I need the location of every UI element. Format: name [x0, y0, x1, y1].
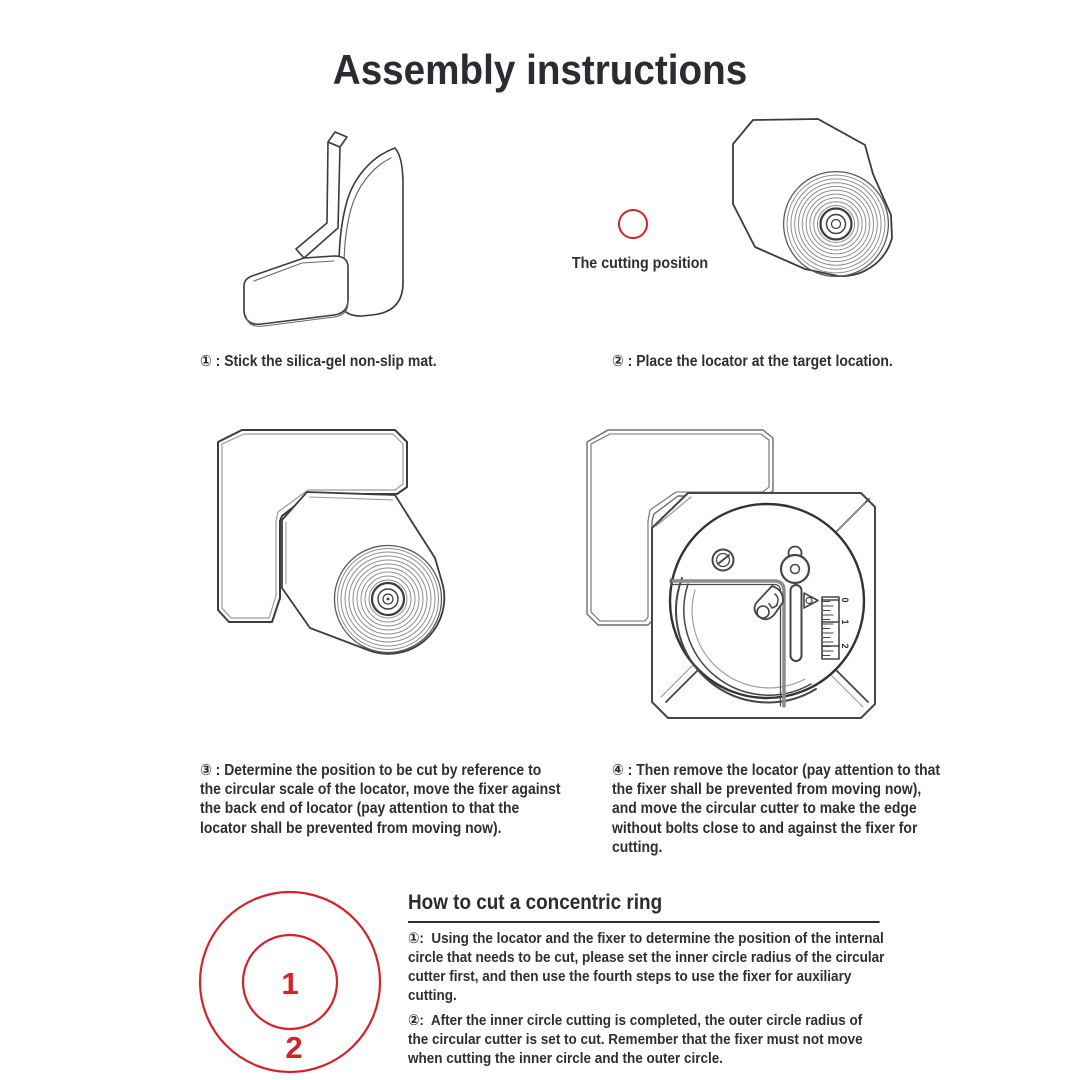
step3-caption: ③ : Determine the position to be cut by reference to the circular scale of the locator, move the fixer against the back end of locator (pay attention to that the locator shall be prevented from moving now). [200, 762, 561, 837]
cutting-position-marker [615, 206, 651, 242]
fixer-locator-illustration [205, 418, 455, 673]
silica-mat-drawing [200, 100, 460, 335]
silica-mat-illustration [200, 100, 460, 335]
step4-caption: ④ : Then remove the locator (pay attention to that the fixer shall be prevented from moving now), and move the circular cutter to make the edge without bolts close to and against the fixer for cutting. [612, 762, 941, 856]
step1-caption: ① : Stick the silica-gel non-slip mat. [200, 353, 437, 370]
page-title: Assembly instructions [332, 46, 748, 94]
cutting-position-label: The cutting position [571, 255, 709, 272]
concentric-instruction-1: ①: Using the locator and the fixer to determine the position of the internal circle that needs to be cut, please set the inner circle radius of the circular cutter first, and then use the fourth steps to use the fixer for auxiliary cutting. [408, 930, 889, 1005]
locator-illustration [720, 105, 910, 290]
outer-ring-label: 2 [285, 1030, 303, 1065]
svg-text:0: 0 [840, 597, 850, 603]
concentric-ring-section [408, 891, 890, 1070]
concentric-instruction-2: ②: After the inner circle cutting is completed, the outer circle radius of the circular cutter is set to cut. Remember that the fixer must not move when cutting the inner circle and the outer circle. [408, 1012, 867, 1068]
mat-strip [296, 142, 340, 258]
fixer-locator-drawing [205, 418, 455, 673]
concentric-ring-drawing [193, 886, 388, 1080]
locator-hub-dot-step3 [387, 598, 390, 601]
concentric-ring-diagram [193, 886, 388, 1080]
cutting-position-circle-icon [615, 206, 651, 242]
cutter-slider-slot [791, 585, 802, 661]
step2-caption: ② : Place the locator at the target location. [612, 353, 893, 370]
locator-drawing [720, 105, 910, 290]
cutter-fixer-illustration [578, 418, 888, 730]
section-heading: How to cut a concentric ring [408, 891, 880, 923]
svg-text:1: 1 [840, 619, 850, 625]
cutter-drawing [578, 418, 888, 730]
svg-text:2: 2 [840, 643, 850, 649]
mat-slab [244, 256, 348, 324]
inner-ring-label: 1 [281, 966, 299, 1001]
